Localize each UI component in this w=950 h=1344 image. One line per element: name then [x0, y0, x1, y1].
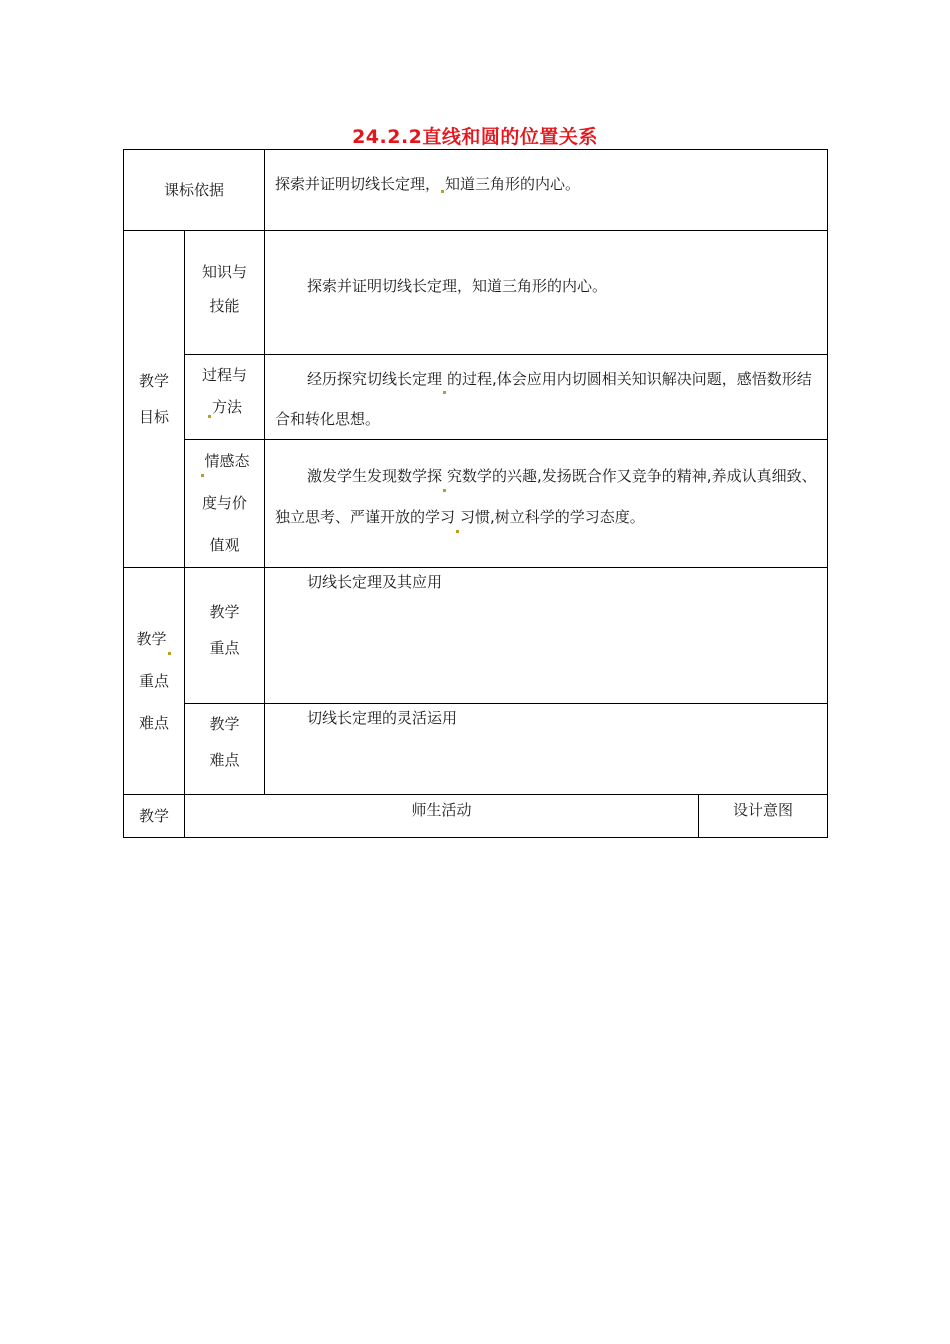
speck-mark	[456, 530, 459, 533]
intent-header-cell	[699, 795, 828, 838]
knowledge-row	[124, 231, 828, 355]
activity-header-cell	[185, 795, 699, 838]
process-label-cell	[185, 355, 265, 440]
activity-header: 师生活动	[411, 801, 472, 819]
process-row-label-cell	[124, 795, 185, 838]
process-row-label: 教学	[138, 807, 169, 825]
goals-label-2: 目标	[138, 408, 169, 426]
knowledge-label-2: 技能	[209, 297, 240, 315]
key-label-1: 教学	[209, 603, 240, 621]
process-text-b: 的过程,体会应用内切圆相关知识解决问题，感悟数形结合和转化思想。	[275, 370, 812, 428]
goals-label-cell	[124, 231, 185, 568]
goals-label-1: 教学	[138, 372, 169, 390]
knowledge-label-cell	[185, 231, 265, 355]
speck-mark	[441, 190, 444, 193]
speck-mark	[168, 652, 171, 655]
basis-label-cell	[124, 150, 265, 231]
emotion-text-a: 激发学生发现数学探	[307, 467, 443, 485]
focus-label-3: 难点	[138, 714, 169, 732]
basis-text-a: 探索并证明切线长定理，	[275, 175, 441, 193]
basis-row	[124, 150, 828, 231]
process-method-row	[124, 355, 828, 440]
emotion-label-cell	[185, 440, 265, 568]
emotion-label-2: 度与价	[202, 494, 248, 512]
activity-header-row	[124, 795, 828, 838]
key-content-cell	[265, 568, 828, 704]
difficulty-row	[124, 704, 828, 795]
focus-label-cell	[124, 568, 185, 795]
emotion-row	[124, 440, 828, 568]
basis-text-b: 知道三角形的内心。	[445, 175, 581, 193]
process-text-a: 经历探究切线长定理	[307, 370, 443, 388]
document-title: 24.2.2直线和圆的位置关系	[352, 126, 598, 148]
lesson-plan-table	[123, 149, 828, 838]
emotion-text-b: 究数学的兴趣,发扬既合作又竞争的精神,养成认真细致、独立思考、严谨开放的学习	[275, 467, 817, 526]
emotion-content-cell	[265, 440, 828, 568]
difficulty-text: 切线长定理的灵活运用	[307, 709, 458, 727]
emotion-label-1: 情感态	[204, 452, 250, 470]
knowledge-label-1: 知识与	[202, 263, 248, 281]
difficulty-content-cell	[265, 704, 828, 795]
basis-content-cell	[265, 150, 828, 231]
difficulty-label-cell	[185, 704, 265, 795]
emotion-label-3: 值观	[209, 536, 240, 554]
process-label-1: 过程与	[202, 366, 248, 384]
focus-label-1: 教学	[136, 630, 167, 648]
difficulty-label-2: 难点	[209, 751, 240, 769]
key-point-row	[124, 568, 828, 704]
knowledge-content-cell	[265, 231, 828, 355]
emotion-text-c: 习惯,树立科学的学习态度。	[460, 508, 645, 526]
speck-mark	[443, 391, 446, 394]
process-content-cell	[265, 355, 828, 440]
key-label-2: 重点	[209, 639, 240, 657]
speck-mark	[208, 415, 211, 418]
intent-header: 设计意图	[733, 801, 794, 819]
speck-mark	[443, 489, 446, 492]
key-label-cell	[185, 568, 265, 704]
speck-mark	[201, 474, 204, 477]
process-label-2: 方法	[212, 398, 243, 416]
focus-label-2: 重点	[138, 672, 169, 690]
difficulty-label-1: 教学	[209, 715, 240, 733]
knowledge-text: 探索并证明切线长定理，知道三角形的内心。	[307, 277, 608, 295]
basis-label: 课标依据	[164, 181, 225, 199]
key-text: 切线长定理及其应用	[307, 573, 443, 591]
